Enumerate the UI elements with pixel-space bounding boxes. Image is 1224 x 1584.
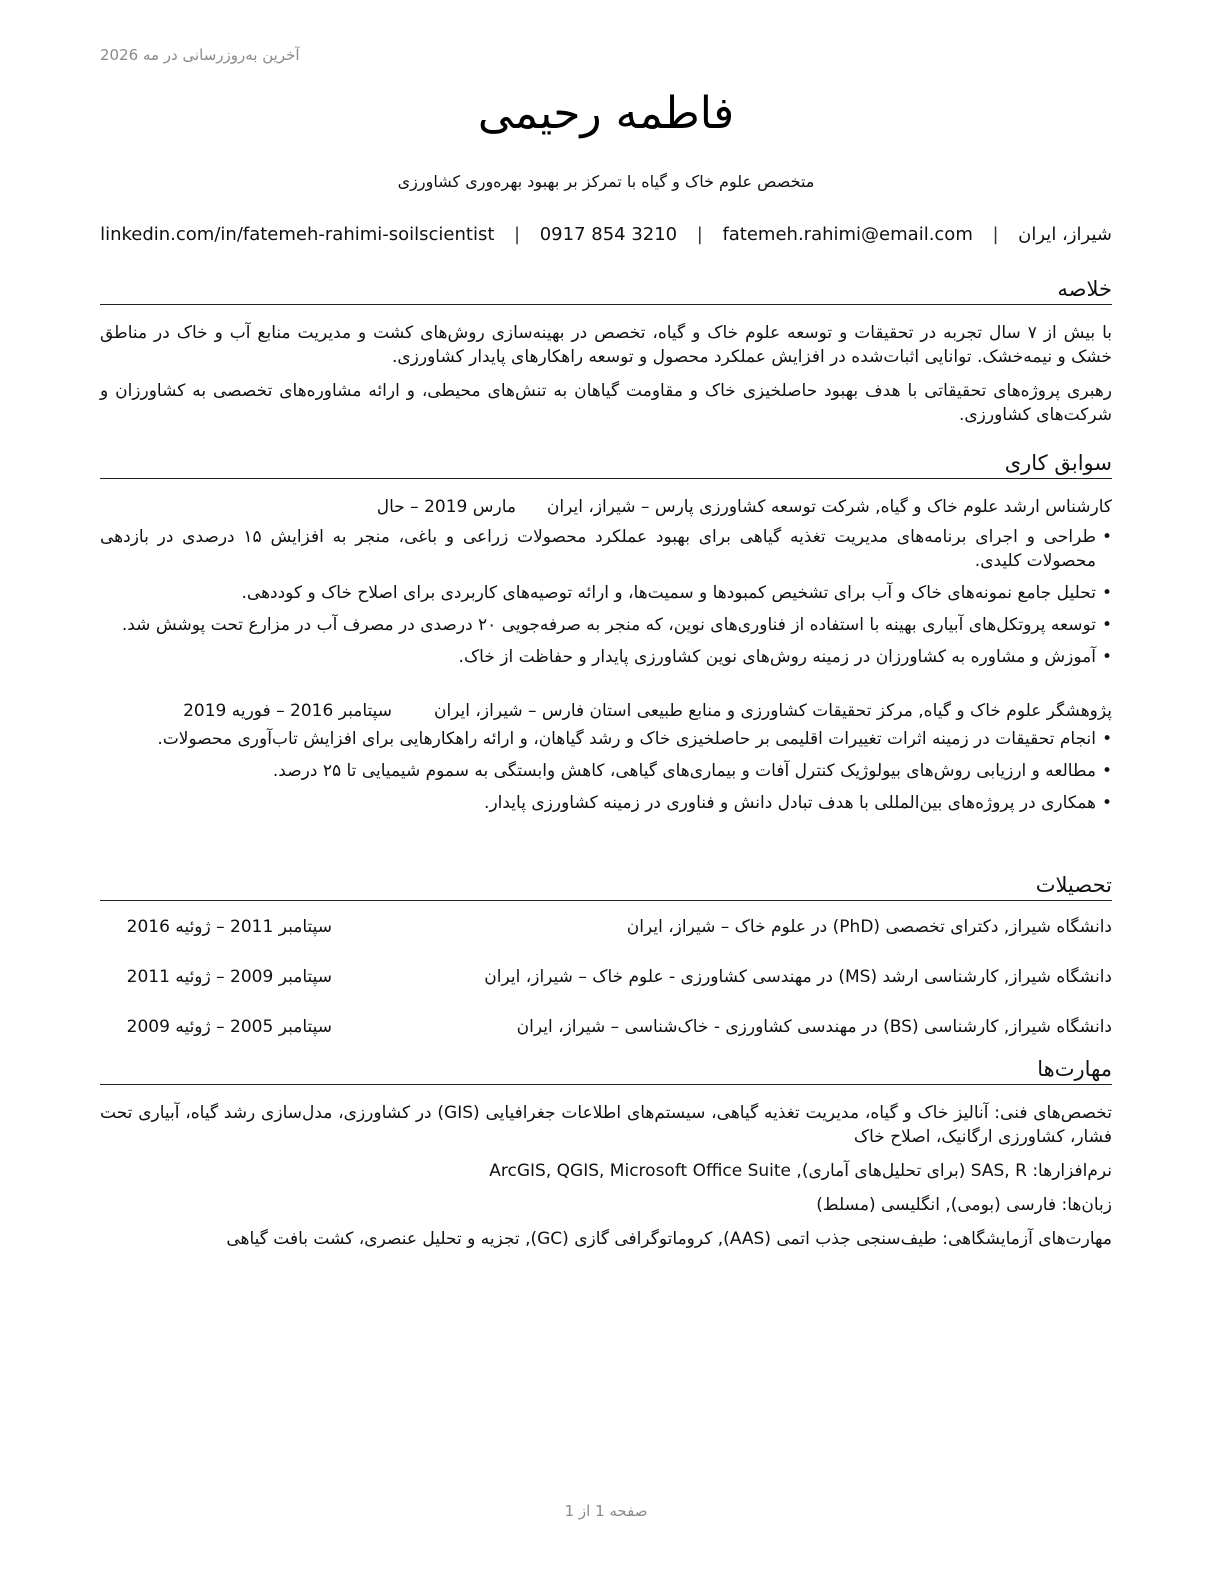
job-bullet: • مطالعه و ارزیابی روش‌های بیولوژیک کنترل آفات و بیماری‌های گیاهی، کاهش وابستگی به سموم شیمیایی تا ۲۵ درصد. (272, 761, 1112, 781)
education-degree: دانشگاه شیراز, کارشناسی ارشد (MS) در مهندسی کشاورزی - علوم خاک – شیراز، ایران (484, 967, 1112, 987)
job-bullet: • همکاری در پروژه‌های بین‌المللی با هدف تبادل دانش و فناوری در زمینه کشاورزی پایدار. (484, 793, 1112, 813)
education-item (100, 915, 1112, 939)
contact-separator: | (992, 224, 999, 245)
job-dates: سپتامبر 2016 – فوریه 2019 (183, 701, 392, 721)
contact-separator: | (514, 224, 521, 245)
job-header (100, 699, 1112, 723)
job-bullets (100, 727, 1112, 815)
job-bullet: • طراحی و اجرای برنامه‌های مدیریت تغذیه گیاهی برای بهبود عملکرد محصولات زراعی و باغی، منجر به افزایش ۱۵ درصدی در بازدهی محصولات کلیدی. (100, 527, 1112, 571)
job-bullet: • توسعه پروتکل‌های آبیاری بهینه با استفاده از فناوری‌های نوین، که منجر به صرفه‌جویی ۲۰ درصدی در مصرف آب در مزارع تحت پوشش شد. (121, 615, 1112, 635)
experience-section (100, 450, 1112, 815)
contact-bar (100, 224, 1112, 245)
job-dates: مارس 2019 – حال (376, 497, 516, 517)
candidate-tagline: متخصص علوم خاک و گیاه با تمرکز بر بهبود بهره‌وری کشاورزی (397, 172, 815, 191)
job-bullet: • انجام تحقیقات در زمینه اثرات تغییرات اقلیمی بر حاصلخیزی خاک و رشد گیاهان، و ارائه راهکارهایی برای افزایش تاب‌آوری محصولات. (157, 729, 1112, 749)
section-title-skills: مهارت‌ها (100, 1056, 1112, 1085)
skills-line: مهارت‌های آزمایشگاهی: طیف‌سنجی جذب اتمی (AAS), کروماتوگرافی گازی (GC), تجزیه و تحلیل عنصری، کشت بافت گیاهی (226, 1229, 1112, 1249)
education-dates: سپتامبر 2009 – ژوئیه 2011 (126, 967, 332, 987)
job-role-org: کارشناس ارشد علوم خاک و گیاه, شرکت توسعه کشاورزی پارس – شیراز، ایران (546, 497, 1112, 517)
skills-line: نرم‌افزارها: SAS, R (برای تحلیل‌های آماری), ArcGIS, QGIS, Microsoft Office Suite (489, 1161, 1112, 1181)
contact-phone[interactable]: 0917 854 3210 (539, 224, 678, 245)
education-dates: سپتامبر 2005 – ژوئیه 2009 (126, 1017, 332, 1037)
job-header (100, 495, 1112, 519)
contact-linkedin[interactable]: linkedin.com/in/fatemeh-rahimi-soilscientist (100, 224, 495, 245)
job-bullets (100, 525, 1112, 669)
education-degree: دانشگاه شیراز, کارشناسی (BS) در مهندسی کشاورزی - خاک‌شناسی – شیراز، ایران (516, 1017, 1112, 1037)
contact-email[interactable]: fatemeh.rahimi@email.com (722, 224, 973, 245)
education-item (100, 1015, 1112, 1039)
education-degree: دانشگاه شیراز, دکترای تخصصی (PhD) در علوم خاک – شیراز، ایران (626, 917, 1112, 937)
page-number: صفحه 1 از 1 (564, 1502, 648, 1520)
job-bullet: • آموزش و مشاوره به کشاورزان در زمینه روش‌های نوین کشاورزی پایدار و حفاظت از خاک. (458, 647, 1112, 667)
job-bullet: • تحلیل جامع نمونه‌های خاک و آب برای تشخیص کمبودها و سمیت‌ها، و ارائه توصیه‌های کاربردی برای اصلاح خاک و کوددهی. (241, 583, 1112, 603)
section-title-summary: خلاصه (100, 276, 1112, 305)
education-section (100, 872, 1112, 1039)
contact-separator: | (696, 224, 703, 245)
summary-paragraph: با بیش از ۷ سال تجربه در تحقیقات و توسعه علوم خاک و گیاه، تخصص در بهینه‌سازی روش‌های کشت و مدیریت منابع آب و خاک در مناطق خشک و نیمه‌خشک. توانایی اثبات‌شده در افزایش عملکرد محصول و توسعه راهکارهای پایدار کشاورزی. (100, 323, 1113, 367)
last-updated-note: آخرین به‌روزرسانی در مه 2026 (100, 46, 300, 64)
contact-location: شیراز، ایران (1018, 224, 1112, 245)
resume-page (100, 0, 1112, 1584)
skills-line: تخصص‌های فنی: آنالیز خاک و گیاه، مدیریت تغذیه گیاهی، سیستم‌های اطلاعات جغرافیایی (GIS) در کشاورزی، مدل‌سازی رشد گیاه، آبیاری تحت فشار، کشاورزی ارگانیک، اصلاح خاک (100, 1103, 1112, 1147)
job-role-org: پژوهشگر علوم خاک و گیاه, مرکز تحقیقات کشاورزی و منابع طبیعی استان فارس – شیراز، ایران (433, 701, 1112, 721)
skills-section (100, 1056, 1112, 1251)
education-item (100, 965, 1112, 989)
section-title-education: تحصیلات (100, 872, 1112, 901)
candidate-name: فاطمه رحیمی (477, 88, 735, 139)
section-title-experience: سوابق کاری (100, 450, 1112, 479)
summary-section (100, 276, 1112, 427)
summary-paragraph: رهبری پروژه‌های تحقیقاتی با هدف بهبود حاصلخیزی خاک و مقاومت گیاهان به تنش‌های محیطی، و ارائه مشاوره‌های تخصصی به کشاورزان و شرکت‌های کشاورزی. (100, 381, 1112, 425)
skills-line: زبان‌ها: فارسی (بومی), انگلیسی (مسلط) (816, 1195, 1112, 1215)
education-dates: سپتامبر 2011 – ژوئیه 2016 (126, 917, 332, 937)
